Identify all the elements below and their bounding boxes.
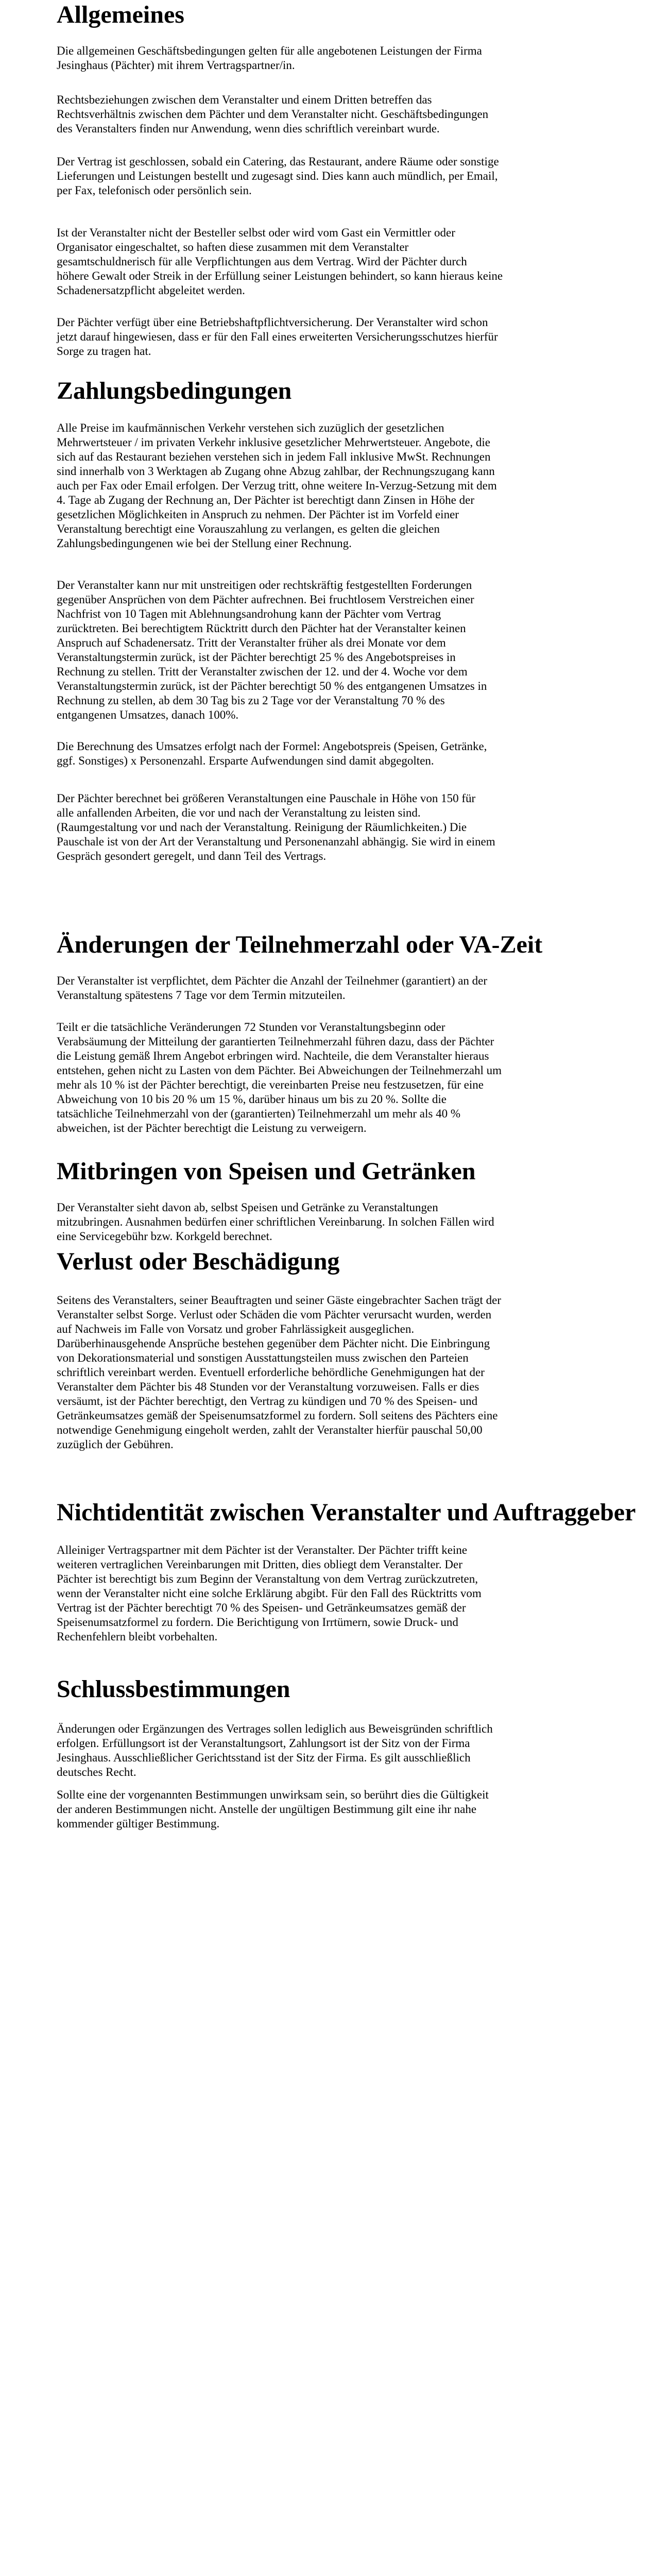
paragraph: Rechtsbeziehungen zwischen dem Veranstalter und einem Dritten betreffen das Rechtsverhältnis zwischen dem Pächter und dem Veranstalter nicht. Geschäftsbedingungen des Veranstalters finden nur Anwendung, wenn dies schriftlich vereinbart wurde. [57, 93, 489, 135]
paragraph: Der Pächter berechnet bei größeren Veranstaltungen eine Pauschale in Höhe von 150 für alle anfallenden Arbeiten, die vor und nach der Veranstaltung zu leisten sind. (Raumgestaltung vor und nach der Veranstaltung. Reinigung der Räumlichkeiten.) Die Pauschale ist von der Art der Veranstaltung und Personenanzahl abhängig. Sie wird in einem Gespräch gesondert geregelt, und dann Teil des Vertrags. [57, 792, 495, 862]
section-title-verlust: Verlust oder Beschädigung [57, 1248, 340, 1275]
section-title-zahlungsbedingungen: Zahlungsbedingungen [57, 377, 292, 404]
paragraph: Der Veranstalter ist verpflichtet, dem Pächter die Anzahl der Teilnehmer (garantiert) an der Veranstaltung spätestens 7 Tage vor dem Termin mitzuteilen. [57, 974, 488, 1002]
section-title-aenderungen: Änderungen der Teilnehmerzahl oder VA-Zeit [57, 931, 543, 958]
section-title-mitbringen: Mitbringen von Speisen und Getränken [57, 1158, 476, 1185]
section-title-schlussbestimmungen: Schlussbestimmungen [57, 1675, 290, 1703]
paragraph: Der Veranstalter sieht davon ab, selbst Speisen und Getränke zu Veranstaltungen mitzubringen. Ausnahmen bedürfen einer schriftlichen Vereinbarung. In solchen Fällen wird eine Servicegebühr bzw. Korkgeld berechnet. [57, 1201, 494, 1243]
paragraph: Änderungen oder Ergänzungen des Vertrages sollen lediglich aus Beweisgründen schriftlich erfolgen. Erfüllungsort ist der Veranstaltungsort, Zahlungsort ist der Sitz von der Firma Jesinghaus. Ausschließlicher Gerichtsstand ist der Sitz der Firma. Es gilt ausschließlich deutsches Recht. [57, 1722, 493, 1778]
paragraph: Die Berechnung des Umsatzes erfolgt nach der Formel: Angebotspreis (Speisen, Getränke, ggf. Sonstiges) x Personenzahl. Ersparte Aufwendungen sind damit abgegolten. [57, 740, 487, 767]
paragraph: Ist der Veranstalter nicht der Besteller selbst oder wird vom Gast ein Vermittler oder Organisator eingeschaltet, so haften diese zusammen mit dem Veranstalter gesamtschuldnerisch für alle Verpflichtungen aus dem Vertrag. Wird der Pächter durch höhere Gewalt oder Streik in der Erfüllung seiner Leistungen behindert, so kann hieraus keine Schadenersatzpflicht abgeleitet werden. [57, 226, 503, 297]
paragraph: Alle Preise im kaufmännischen Verkehr verstehen sich zuzüglich der gesetzlichen Mehrwertsteuer / im privaten Verkehr inklusive gesetzlicher Mehrwertsteuer. Angebote, die sich auf das Restaurant beziehen verstehen sich in jedem Fall inklusive MwSt. Rechnungen sind innerhalb von 3 Werktagen ab Zugang ohne Abzug zahlbar, der Rechnungszugang kann auch per Fax oder Email erfolgen. Der Verzug tritt, ohne weitere In-Verzug-Setzung mit dem 4. Tage ab Zugang der Rechnung an, Der Pächter ist berechtigt dann Zinsen in Höhe der gesetzlichen Möglichkeiten in Anspruch zu nehmen. Der Pächter ist im Vorfeld einer Veranstaltung berechtigt eine Vorauszahlung zu verlangen, es gelten die gleichen Zahlungsbedingungenen wie bei der Stellung einer Rechnung. [57, 421, 497, 550]
section-title-nichtidentitaet: Nichtidentität zwischen Veranstalter und Auftraggeber [57, 1499, 636, 1526]
paragraph: Die allgemeinen Geschäftsbedingungen gelten für alle angebotenen Leistungen der Firma Jesinghaus (Pächter) mit ihrem Vertragspartner/in. [57, 44, 482, 72]
section-title-allgemeines: Allgemeines [57, 1, 184, 28]
paragraph: Der Pächter verfügt über eine Betriebshaftpflichtversicherung. Der Veranstalter wird schon jetzt darauf hingewiesen, dass er für den Fall eines erweiterten Versicherungsschutzes hierfür Sorge zu tragen hat. [57, 316, 498, 358]
paragraph: Der Veranstalter kann nur mit unstreitigen oder rechtskräftig festgestellten Forderungen gegenüber Ansprüchen von dem Pächter aufrechnen. Bei fruchtlosem Verstreichen einer Nachfrist von 10 Tagen mit Ablehnungsandrohung kann der Pächter vom Vertrag zurücktreten. Bei berechtigtem Rücktritt durch den Pächter hat der Veranstalter keinen Anspruch auf Schadenersatz. Tritt der Veranstalter früher als drei Monate vor dem Veranstaltungstermin zurück, ist der Pächter berechtigt 25 % des Angebotspreises in Rechnung zu stellen. Tritt der Veranstalter zwischen der 12. und der 4. Woche vor dem Veranstaltungstermin zurück, ist der Pächter berechtigt 50 % des entgangenen Umsatzes in Rechnung zu stellen, ab dem 30 Tag bis zu 2 Tage vor der Veranstaltung 70 % des entgangenen Umsatzes, danach 100%. [57, 579, 487, 721]
paragraph: Seitens des Veranstalters, seiner Beauftragten und seiner Gäste eingebrachter Sachen trägt der Veranstalter selbst Sorge. Verlust oder Schäden die vom Pächter verursacht wurden, werden auf Nachweis im Falle von Vorsatz und grober Fahrlässigkeit ausgeglichen. Darüberhinausgehende Ansprüche bestehen gegenüber dem Pächter nicht. Die Einbringung von Dekorationsmaterial und sonstigen Ausstattungsteilen muss zwischen den Parteien schriftlich vereinbart werden. Eventuell erforderliche behördliche Genehmigungen hat der Veranstalter dem Pächter bis 48 Stunden vor der Veranstaltung vorzuweisen. Falls er dies versäumt, ist der Pächter berechtigt, den Vertrag zu kündigen und 70 % des Speisen- und Getränkeumsatzes gemäß der Speisenumsatzformel zu fordern. Soll seitens des Pächters eine notwendige Genehmigung eingeholt werden, zahlt der Veranstalter hierfür pauschal 50,00 zuzüglich der Gebühren. [57, 1294, 502, 1451]
paragraph: Alleiniger Vertragspartner mit dem Pächter ist der Veranstalter. Der Pächter trifft keine weiteren vertraglichen Vereinbarungen mit Dritten, dies obliegt dem Veranstalter. Der Pächter ist berechtigt bis zum Beginn der Veranstaltung von dem Vertrag zurückzutreten, wenn der Veranstalter nicht eine solche Erklärung abgibt. Für den Fall des Rücktritts vom Vertrag ist der Pächter berechtigt 70 % des Speisen- und Getränkeumsatzes gemäß der Speisenumsatzformel zu fordern. Die Berichtigung von Irrtümern, sowie Druck- und Rechenfehlern bleibt vorbehalten. [57, 1544, 482, 1643]
paragraph: Der Vertrag ist geschlossen, sobald ein Catering, das Restaurant, andere Räume oder sonstige Lieferungen und Leistungen bestellt und zugesagt sind. Dies kann auch mündlich, per Email, per Fax, telefonisch oder persönlich sein. [57, 155, 499, 197]
paragraph: Teilt er die tatsächliche Veränderungen 72 Stunden vor Veranstaltungsbeginn oder Verabsäumung der Mitteilung der garantierten Teilnehmerzahl führen dazu, dass der Pächter die Leistung gemäß Ihrem Angebot erbringen wird. Nachteile, die dem Veranstalter hieraus entstehen, gehen nicht zu Lasten von dem Pächter. Bei Abweichungen der Teilnehmerzahl um mehr als 10 % ist der Pächter berechtigt, die vereinbarten Preise neu festzusetzen, für eine Abweichung von 10 bis 20 % um 15 %, darüber hinaus um bis zu 20 %. Sollte die tatsächliche Teilnehmerzahl von der (garantierten) Teilnehmerzahl um mehr als 40 % abweichen, ist der Pächter berechtigt die Leistung zu verweigern. [57, 1021, 502, 1134]
paragraph: Sollte eine der vorgenannten Bestimmungen unwirksam sein, so berührt dies die Gültigkeit der anderen Bestimmungen nicht. Anstelle der ungültigen Bestimmung gilt eine ihr nahe kommender gültiger Bestimmung. [57, 1788, 489, 1830]
